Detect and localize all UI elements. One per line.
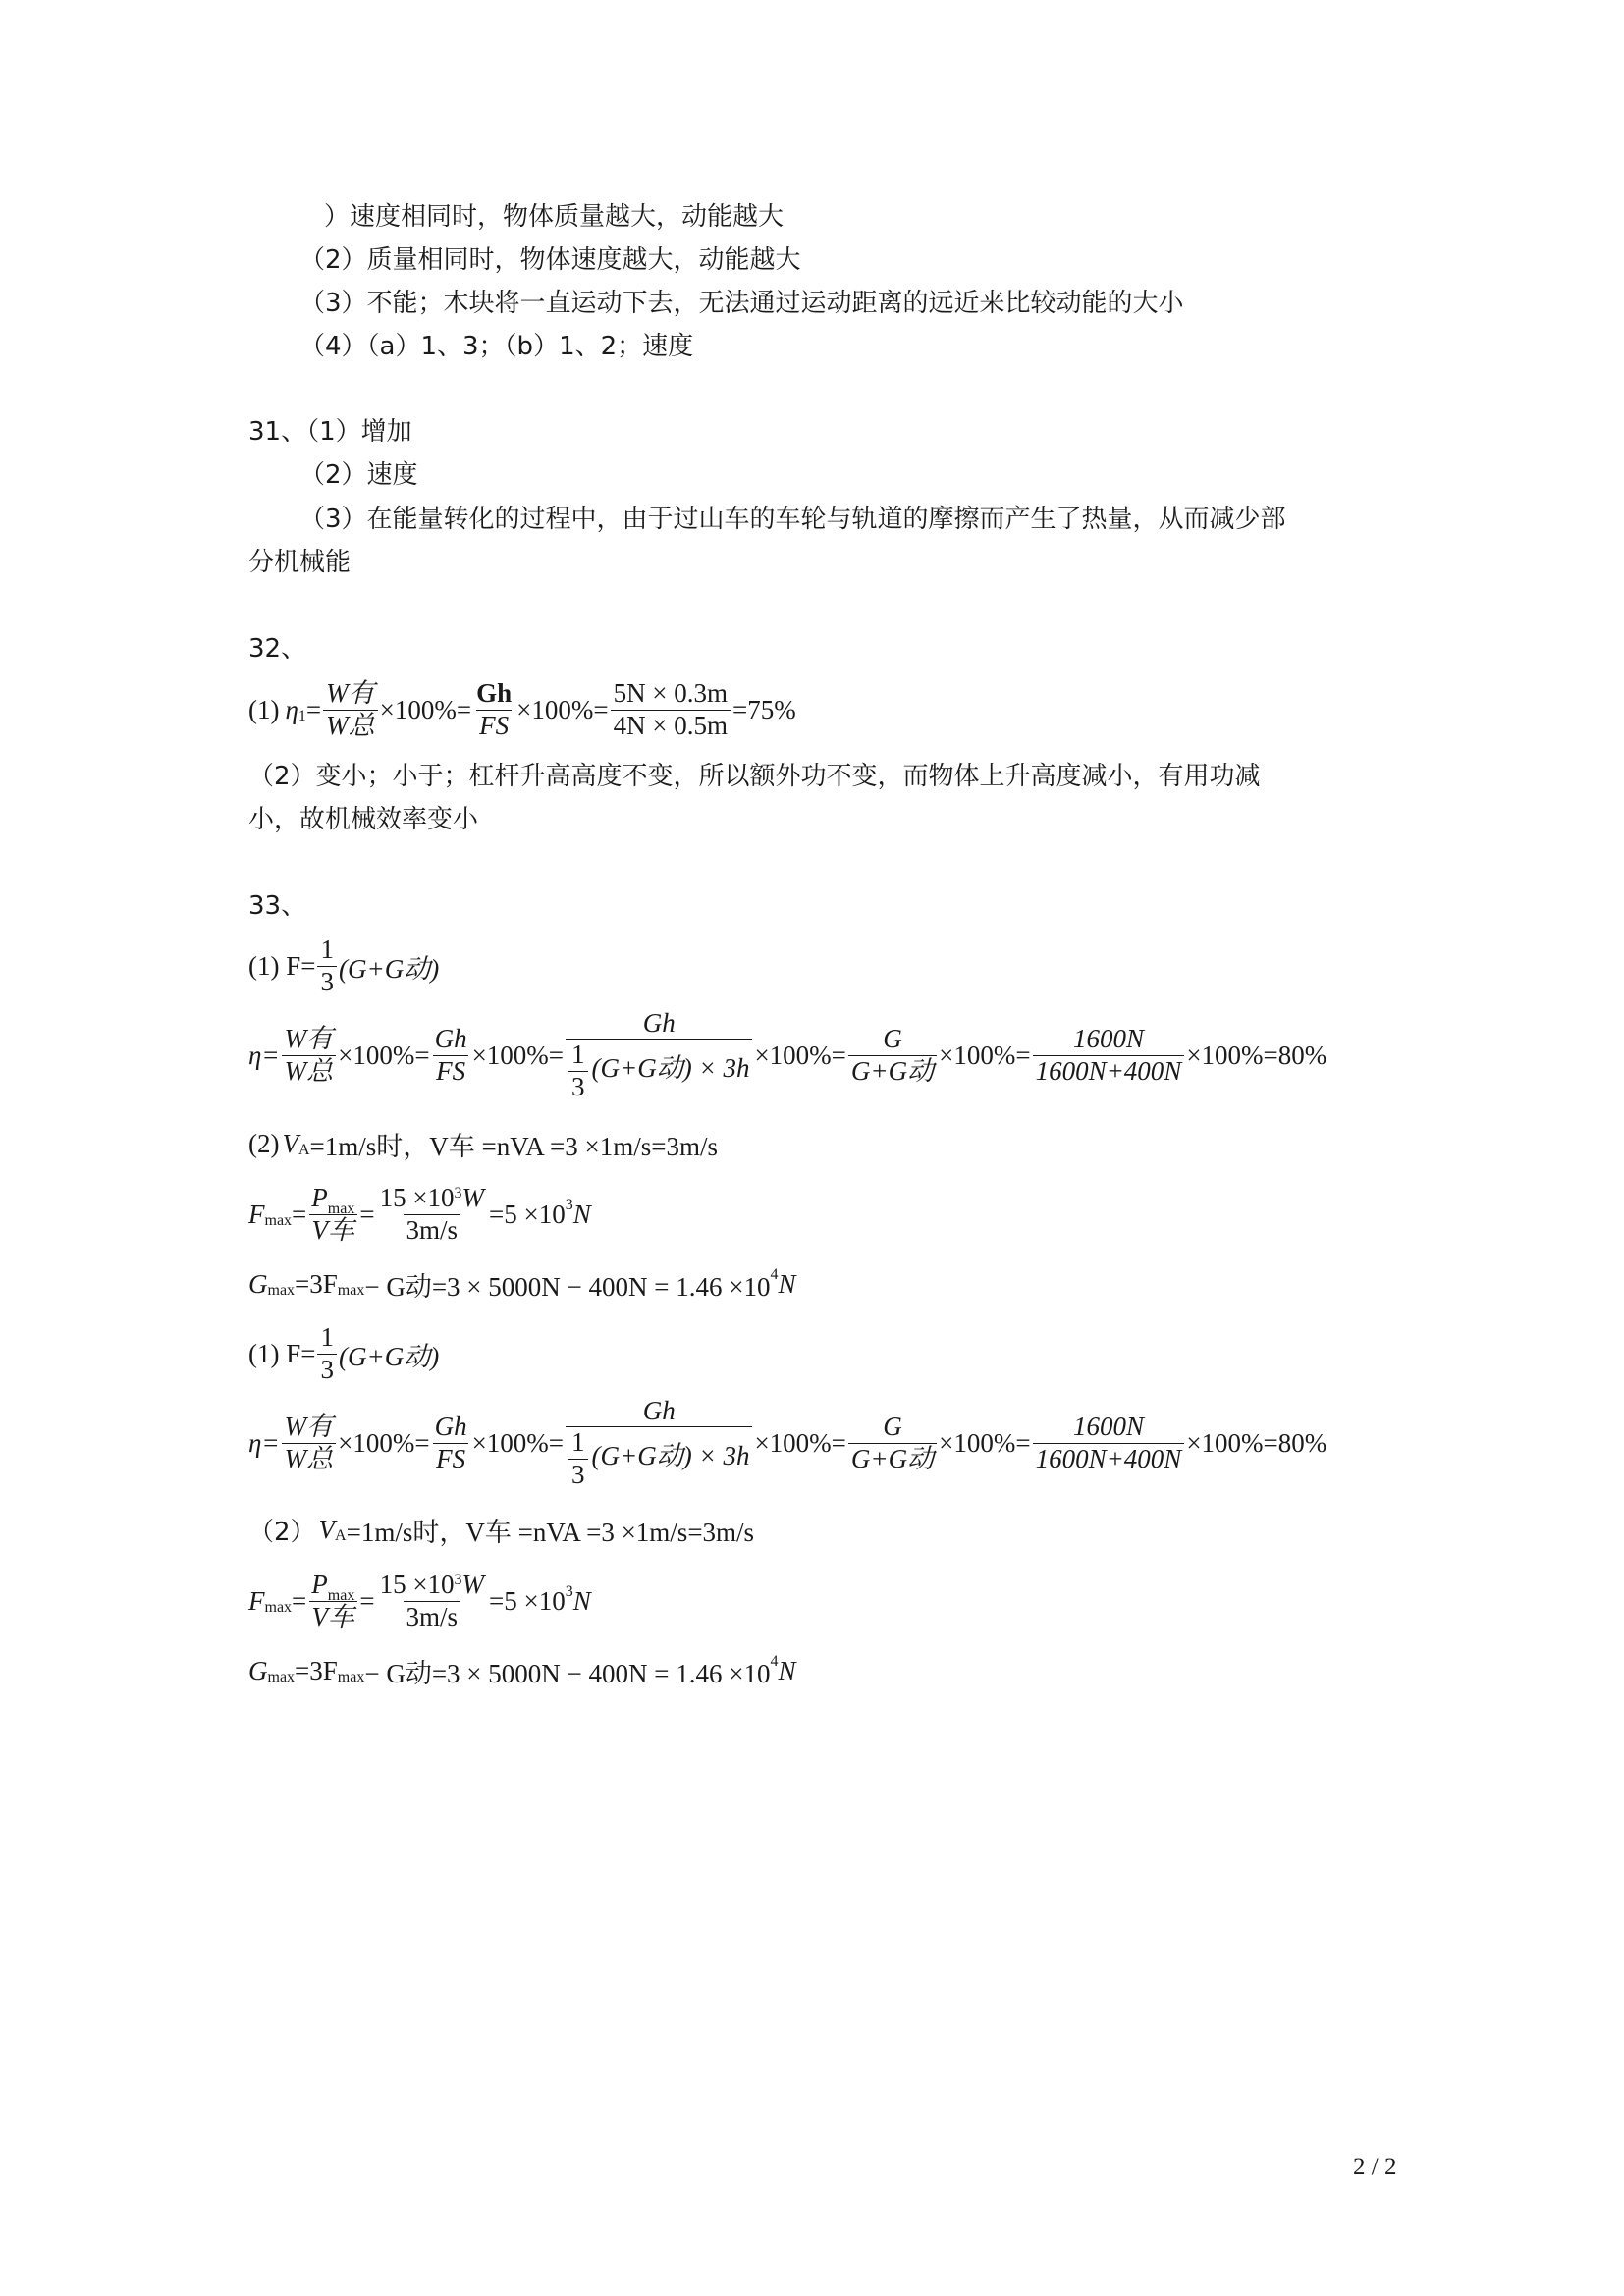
q31-part3-line2: 分机械能 [248, 548, 352, 577]
q30-part3: （3）不能；木块将一直运动下去，无法通过运动距离的远近来比较动能的大小 [299, 289, 1184, 318]
result-value: =75% [732, 694, 796, 724]
q33-max-weight-1: G max =3F max − G动=3 × 5000N − 400N = 1.46 ×10 4 N [248, 1266, 796, 1302]
q33-efficiency-formula-2: η= $\frac{\text{W有}}{\text{W总}}$ ×100%= $\frac{Gh}{FS}$ ×100%= Gh $\frac{1}{3}$ (G+G动) × 3h ×100%= $\frac{G}{\text{G+G动}}$ ×100%= $\frac{1600N}{1600N+400N}$ ×100%=80% [248, 1396, 1327, 1489]
q33-speed-line-1: (2) V A =1m/s时，V车 =nVA =3 ×1m/s=3m/s [248, 1128, 718, 1161]
eta-symbol: η [285, 694, 298, 724]
fraction-work: $\frac{\text{W有}}{\text{W总}}$ [323, 678, 378, 740]
q33-speed-line-2: （2） V A =1m/s时，V车 =nVA =3 ×1m/s=3m/s [248, 1514, 755, 1547]
q33-heading: 33、 [248, 891, 307, 921]
q33-max-force-2: F max = $\frac{P_{max}}{\text{V车}}$ = $\frac{15 \times 10^3W}{3m/s}$ =5 ×10 3 N [248, 1570, 591, 1631]
fraction-gh-fs: $\frac{Gh}{FS}$ [476, 678, 513, 740]
q33-force-formula-1: (1) F= $\frac{1}{3}$ (G+G动) [248, 934, 440, 996]
q32-part2-line2: 小，故机械效率变小 [248, 805, 479, 834]
q33-max-force-1: F max = $\frac{P_{max}}{\text{V车}}$ = $\frac{15 \times 10^3W}{3m/s}$ =5 ×10 3 N [248, 1183, 591, 1245]
page-number: 2 / 2 [1353, 2154, 1397, 2180]
q33-force-formula-2: (1) F= $\frac{1}{3}$ (G+G动) [248, 1322, 440, 1384]
q32-part2-line1: （2）变小；小于；杠杆升高高度不变，所以额外功不变，而物体上升高度减小，有用功减 [248, 762, 1261, 791]
fraction-values: $\frac{5N \times 0.3m}{4N \times 0.5m}$ [611, 678, 731, 740]
q33-efficiency-formula-1: η= $\frac{\text{W有}}{\text{W总}}$ ×100%= $\frac{Gh}{FS}$ ×100%= Gh $\frac{1}{3}$ (G+G动) × 3h ×100%= $\frac{G}{\text{G+G动}}$ ×100%= $\frac{1600N}{1600N+400N}$ ×100%=80% [248, 1008, 1327, 1101]
q31-part1: 31、（1）增加 [248, 417, 412, 447]
q31-part3-line1: （3）在能量转化的过程中，由于过山车的车轮与轨道的摩擦而产生了热量，从而减少部 [299, 505, 1286, 534]
formula-label: (1) [248, 694, 280, 724]
q32-heading: 32、 [248, 634, 307, 664]
q30-part4: （4）（a）1、3；（b）1、2；速度 [299, 332, 694, 361]
q30-part2: （2）质量相同时，物体速度越大，动能越大 [299, 245, 801, 275]
q33-max-weight-2: G max =3F max − G动=3 × 5000N − 400N = 1.46 ×10 4 N [248, 1653, 796, 1688]
q30-part1: ）速度相同时，物体质量越大，动能越大 [324, 202, 785, 232]
q32-efficiency-formula: (1) η 1 = $\frac{\text{W有}}{\text{W总}}$ ×100%= $\frac{Gh}{FS}$ ×100%= $\frac{5N \times 0.3m}{4N \times 0.5m}$ =75% [248, 678, 796, 740]
q31-part2: （2）速度 [299, 460, 418, 490]
